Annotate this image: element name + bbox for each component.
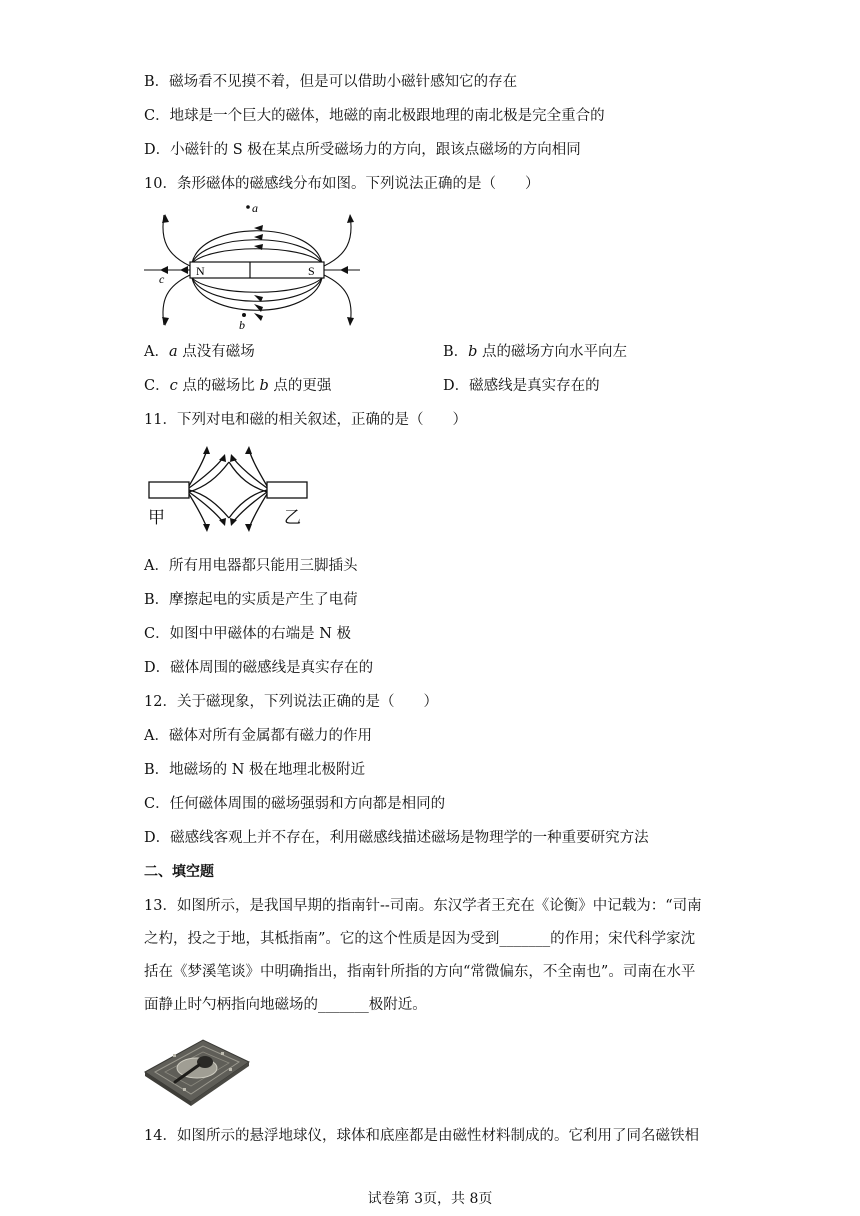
q14-line-1: 14．如图所示的悬浮地球仪，球体和底座都是由磁性材料制成的。它利用了同名磁铁相 [144, 1128, 699, 1144]
q12-option-a: A．磁体对所有金属都有磁力的作用 [144, 728, 372, 744]
q11-option-a: A．所有用电器都只能用三脚插头 [144, 558, 358, 574]
q9-option-b: B．磁场看不见摸不着，但是可以借助小磁针感知它的存在 [144, 74, 518, 90]
point-c-label: c [159, 272, 165, 286]
bar-magnet-field-figure [142, 200, 372, 335]
page-footer: 试卷第 3页，共 8页 [367, 1191, 493, 1207]
q10-option-a: A．a 点没有磁场 [144, 344, 255, 360]
point-a-label: a [252, 201, 258, 215]
q11-option-d: D．磁体周围的磁感线是真实存在的 [144, 660, 374, 676]
q10-option-d: D．磁感线是真实存在的 [443, 378, 600, 394]
q12-option-c: C．任何磁体周围的磁场强弱和方向都是相同的 [144, 796, 446, 812]
magnet-s-label: S [308, 264, 315, 278]
q12-option-b: B．地磁场的 N 极在地理北极附近 [144, 762, 366, 778]
magnet-left-label: 甲 [148, 508, 165, 528]
q13-line-4: 面静止时勺柄指向地磁场的_______极附近。 [144, 997, 427, 1013]
q9-option-d: D．小磁针的 S 极在某点所受磁场力的方向，跟该点磁场的方向相同 [144, 142, 581, 158]
section-title-fill-in: 二、填空题 [144, 864, 214, 880]
q13-line-1: 13．如图所示，是我国早期的指南针--司南。东汉学者王充在《论衡》中记载为：“司南 [144, 898, 702, 914]
q10-option-c: C．c 点的磁场比 b 点的更强 [144, 378, 332, 394]
magnet-right-label: 乙 [284, 508, 301, 528]
q10-option-b: B．b 点的磁场方向水平向左 [443, 344, 628, 360]
q9-option-c: C．地球是一个巨大的磁体，地磁的南北极跟地理的南北极是完全重合的 [144, 108, 605, 124]
magnet-n-label: N [196, 264, 205, 278]
q13-line-2: 之杓，投之于地，其柢指南”。它的这个性质是因为受到_______的作用；宋代科学家沈 [144, 931, 696, 947]
q11-option-c: C．如图中甲磁体的右端是 N 极 [144, 626, 351, 642]
point-b-label: b [239, 318, 245, 332]
q12-stem: 12．关于磁现象，下列说法正确的是（ ） [144, 694, 438, 710]
sinan-compass-image [143, 1032, 251, 1106]
q11-stem: 11．下列对电和磁的相关叙述，正确的是（ ） [144, 412, 467, 428]
q11-option-b: B．摩擦起电的实质是产生了电荷 [144, 592, 358, 608]
q12-option-d: D．磁感线客观上并不存在，利用磁感线描述磁场是物理学的一种重要研究方法 [144, 830, 649, 846]
q10-stem: 10．条形磁体的磁感线分布如图。下列说法正确的是（ ） [144, 176, 540, 192]
q13-line-3: 括在《梦溪笔谈》中明确指出，指南针所指的方向“常微偏东，不全南也”。司南在水平 [144, 964, 696, 980]
